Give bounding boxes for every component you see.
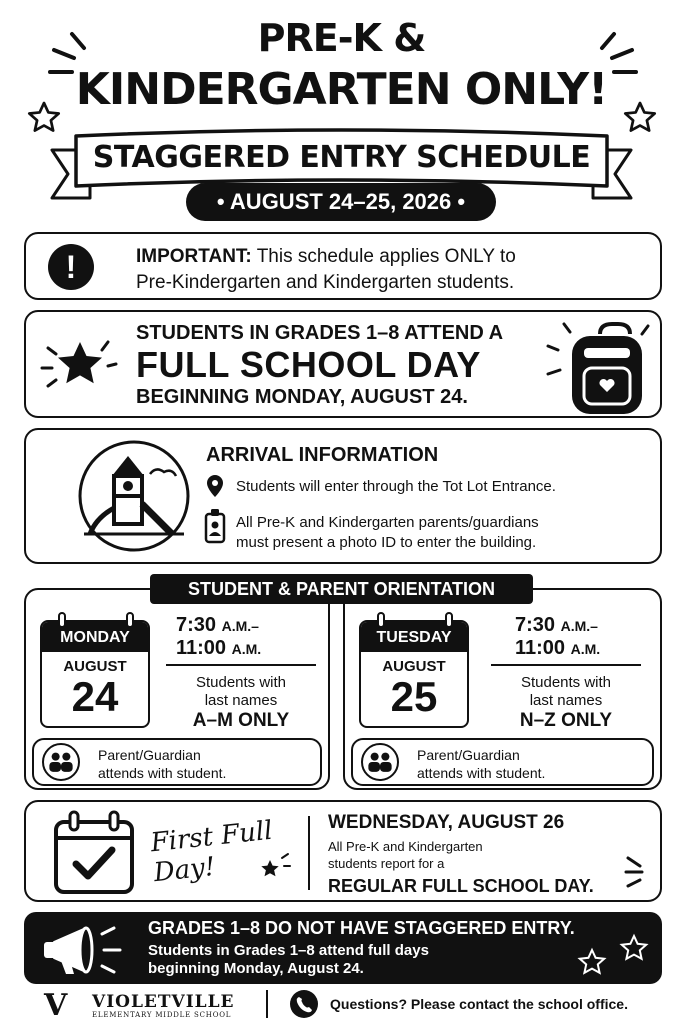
title-line-1: PRE-K & [257, 16, 426, 60]
tuesday-calendar-icon [359, 620, 469, 728]
star-burst-icon [38, 328, 122, 400]
location-pin-icon [206, 474, 224, 498]
important-box [24, 232, 662, 300]
school-subtitle: ELEMENTARY MIDDLE SCHOOL [92, 1011, 232, 1019]
photo-id-icon [204, 508, 226, 544]
arrival-title: ARRIVAL INFORMATION [206, 444, 439, 466]
first-full-day-box [24, 800, 662, 902]
divider [266, 990, 268, 1018]
tuesday-who [491, 674, 641, 730]
calendar-ring [126, 612, 134, 628]
who-line-2: last names [529, 692, 603, 709]
stars-icon [572, 932, 656, 980]
grades-line-1: STUDENTS IN GRADES 1–8 ATTEND A [136, 322, 504, 344]
date-pill: • AUGUST 24–25, 2026 • [186, 183, 496, 221]
playground-icon [76, 438, 192, 554]
time-end-ampm: A.M. [231, 641, 262, 657]
time-start: 7:30 [176, 614, 217, 636]
who-line-1: Students with [195, 674, 287, 691]
name-range: A–M ONLY [192, 710, 290, 731]
school-name: VIOLETVILLE [92, 992, 235, 1012]
time-start-ampm: A.M.– [221, 618, 259, 634]
calendar-ring [58, 612, 66, 628]
school-logo: V [44, 988, 68, 1023]
time-end: 11:00 [176, 637, 227, 659]
script-line-1: First Full [149, 815, 274, 859]
calendar-weekday: MONDAY [42, 622, 148, 652]
arrival-id-line-2: must present a photo ID to enter the building. [236, 534, 537, 551]
parent-line-2: attends with student. [98, 765, 227, 781]
important-line-1: This schedule applies ONLY to [256, 246, 516, 267]
calendar-day: 24 [71, 673, 119, 720]
calendar-month: AUGUST [63, 658, 127, 675]
monday-card [24, 588, 330, 790]
grades-box [24, 310, 662, 418]
parent-line-2: attends with student. [417, 765, 546, 781]
monday-time [176, 614, 316, 660]
parents-icon [42, 743, 80, 781]
parent-line-1: Parent/Guardian [98, 747, 201, 763]
time-end: 11:00 [515, 637, 566, 659]
time-start-ampm: A.M.– [560, 618, 598, 634]
phone-icon [290, 990, 318, 1018]
tuesday-time [515, 614, 655, 660]
parent-line-1: Parent/Guardian [417, 747, 520, 763]
megaphone-icon [40, 920, 132, 980]
first-day-regular: REGULAR FULL SCHOOL DAY. [328, 876, 594, 896]
parents-icon [361, 743, 399, 781]
monday-who [166, 674, 316, 730]
burst-small-icon [622, 852, 652, 892]
tuesday-card [343, 588, 662, 790]
backpack-icon [542, 320, 654, 416]
name-range: N–Z ONLY [519, 710, 613, 731]
time-end-ampm: A.M. [570, 641, 601, 657]
grades-notice [24, 912, 662, 984]
notice-text [148, 942, 429, 978]
first-day-line-1: All Pre-K and Kindergarten [328, 839, 483, 854]
grades-line-3: BEGINNING MONDAY, AUGUST 24. [136, 386, 468, 408]
notice-title: GRADES 1–8 DO NOT HAVE STAGGERED ENTRY. [148, 918, 575, 938]
time-start: 7:30 [515, 614, 556, 636]
calendar-ring [445, 612, 453, 628]
divider [491, 664, 641, 666]
calendar-day: 25 [390, 673, 438, 720]
divider [308, 816, 310, 890]
banner-title: STAGGERED ENTRY SCHEDULE [92, 140, 591, 175]
title-line-2: KINDERGARTEN ONLY! [75, 64, 608, 115]
arrival-entrance-text: Students will enter through the Tot Lot Entrance. [236, 478, 556, 495]
who-line-2: last names [204, 692, 278, 709]
arrival-id-line-1: All Pre-K and Kindergarten parents/guardians [236, 514, 539, 531]
arrival-id-text [236, 513, 539, 553]
calendar-weekday: TUESDAY [361, 622, 467, 652]
divider [166, 664, 316, 666]
monday-calendar-icon [40, 620, 150, 728]
burst-right-icon [592, 28, 642, 88]
script-line-2: Day! [152, 851, 217, 889]
important-text [136, 244, 516, 296]
contact-text: Questions? Please contact the school office. [330, 996, 628, 1012]
first-day-date: WEDNESDAY, AUGUST 26 [328, 812, 565, 833]
calendar-ring [377, 612, 385, 628]
arrival-box [24, 428, 662, 564]
parent-guardian-note [351, 738, 654, 786]
footer [0, 986, 683, 1024]
parent-guardian-note [32, 738, 322, 786]
notice-line-1: Students in Grades 1–8 attend full days [148, 942, 429, 959]
who-line-1: Students with [520, 674, 612, 691]
small-star-icon [256, 852, 292, 882]
first-day-desc [328, 838, 483, 872]
burst-left-icon [44, 28, 94, 88]
calendar-month: AUGUST [382, 658, 446, 675]
calendar-check-icon [52, 808, 136, 896]
exclamation-icon: ! [48, 244, 94, 290]
important-label: IMPORTANT: [136, 246, 252, 267]
parent-guardian-text [417, 746, 545, 782]
orientation-title: STUDENT & PARENT ORIENTATION [150, 574, 533, 604]
notice-line-2: beginning Monday, August 24. [148, 960, 364, 977]
parent-guardian-text [98, 746, 226, 782]
grades-line-2: FULL SCHOOL DAY [136, 344, 481, 385]
important-line-2: Pre-Kindergarten and Kindergarten students. [136, 272, 515, 293]
first-day-line-2: students report for a [328, 856, 445, 871]
